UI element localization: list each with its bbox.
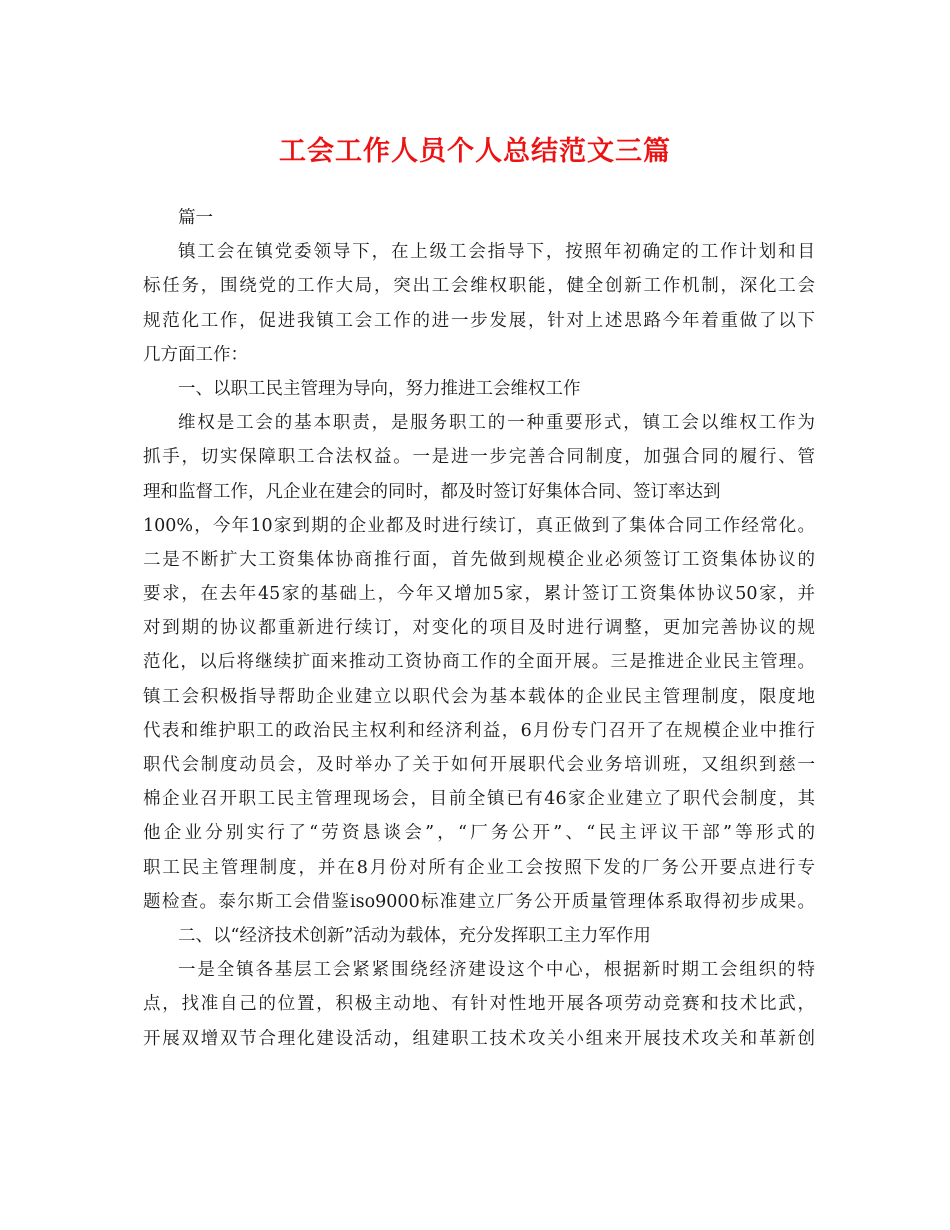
body-line: 理和监督工作，凡企业在建会的同时，都及时签订好集体合同、签订率达到	[143, 481, 721, 502]
document-body	[143, 201, 815, 1056]
body-line: 规范化工作，促进我镇工会工作的进一步发展，针对上述思路今年着重做了以下	[143, 310, 815, 331]
body-line: 题检查。泰尔斯工会借鉴iso9000标准建立厂务公开质量管理体系取得初步成果。	[143, 891, 815, 912]
body-line: 二、以“经济技术创新”活动为载体，充分发挥职工主力军作用	[178, 925, 651, 946]
body-line: 几方面工作：	[143, 344, 248, 365]
body-line: 一、以职工民主管理为导向，努力推进工会维权工作	[178, 378, 581, 399]
body-line: 100%，今年10家到期的企业都及时进行续订，真正做到了集体合同工作经常化。	[143, 515, 815, 536]
body-line: 二是不断扩大工资集体协商推行面，首先做到规模企业必须签订工资集体协议的	[143, 549, 815, 570]
body-line: 职代会制度动员会，及时举办了关于如何开展职代会业务培训班，又组织到慈一	[143, 755, 815, 775]
body-line: 镇工会积极指导帮助企业建立以职代会为基本载体的企业民主管理制度，限度地	[143, 686, 815, 707]
body-line: 代表和维护职工的政治民主权利和经济利益，6月份专门召开了在规模企业中推行	[143, 720, 815, 741]
body-line: 职工民主管理制度，并在8月份对所有企业工会按照下发的厂务公开要点进行专	[143, 857, 815, 878]
body-line: 标任务，围绕党的工作大局，突出工会维权职能，健全创新工作机制，深化工会	[143, 276, 815, 297]
body-line: 对到期的协议都重新进行续订，对变化的项目及时进行调整，更加完善协议的规	[143, 618, 815, 639]
body-line: 开展双增双节合理化建设活动，组建职工技术攻关小组来开展技术攻关和革新创	[143, 1028, 815, 1049]
body-line: 镇工会在镇党委领导下，在上级工会指导下，按照年初确定的工作计划和目	[178, 242, 815, 263]
body-line: 范化，以后将继续扩面来推动工资协商工作的全面开展。三是推进企业民主管理。	[143, 652, 815, 673]
body-line: 要求，在去年45家的基础上，今年又增加5家，累计签订工资集体协议50家，并	[143, 584, 815, 605]
body-line: 一是全镇各基层工会紧紧围绕经济建设这个中心，根据新时期工会组织的特	[178, 960, 815, 981]
body-line: 篇一	[178, 208, 213, 228]
body-line: 点，找准自己的位置，积极主动地、有针对性地开展各项劳动竞赛和技术比武，	[143, 994, 815, 1015]
body-line: 维权是工会的基本职责，是服务职工的一种重要形式，镇工会以维权工作为	[178, 413, 815, 434]
body-line: 棉企业召开职工民主管理现场会，目前全镇已有46家企业建立了职代会制度，其	[143, 789, 815, 810]
body-line: 他企业分别实行了“劳资恳谈会”，“厂务公开”、“民主评议干部”等形式的	[143, 823, 815, 844]
document-title: 工会工作人员个人总结范文三篇	[279, 136, 671, 167]
body-line: 抓手，切实保障职工合法权益。一是进一步完善合同制度，加强合同的履行、管	[143, 447, 815, 468]
